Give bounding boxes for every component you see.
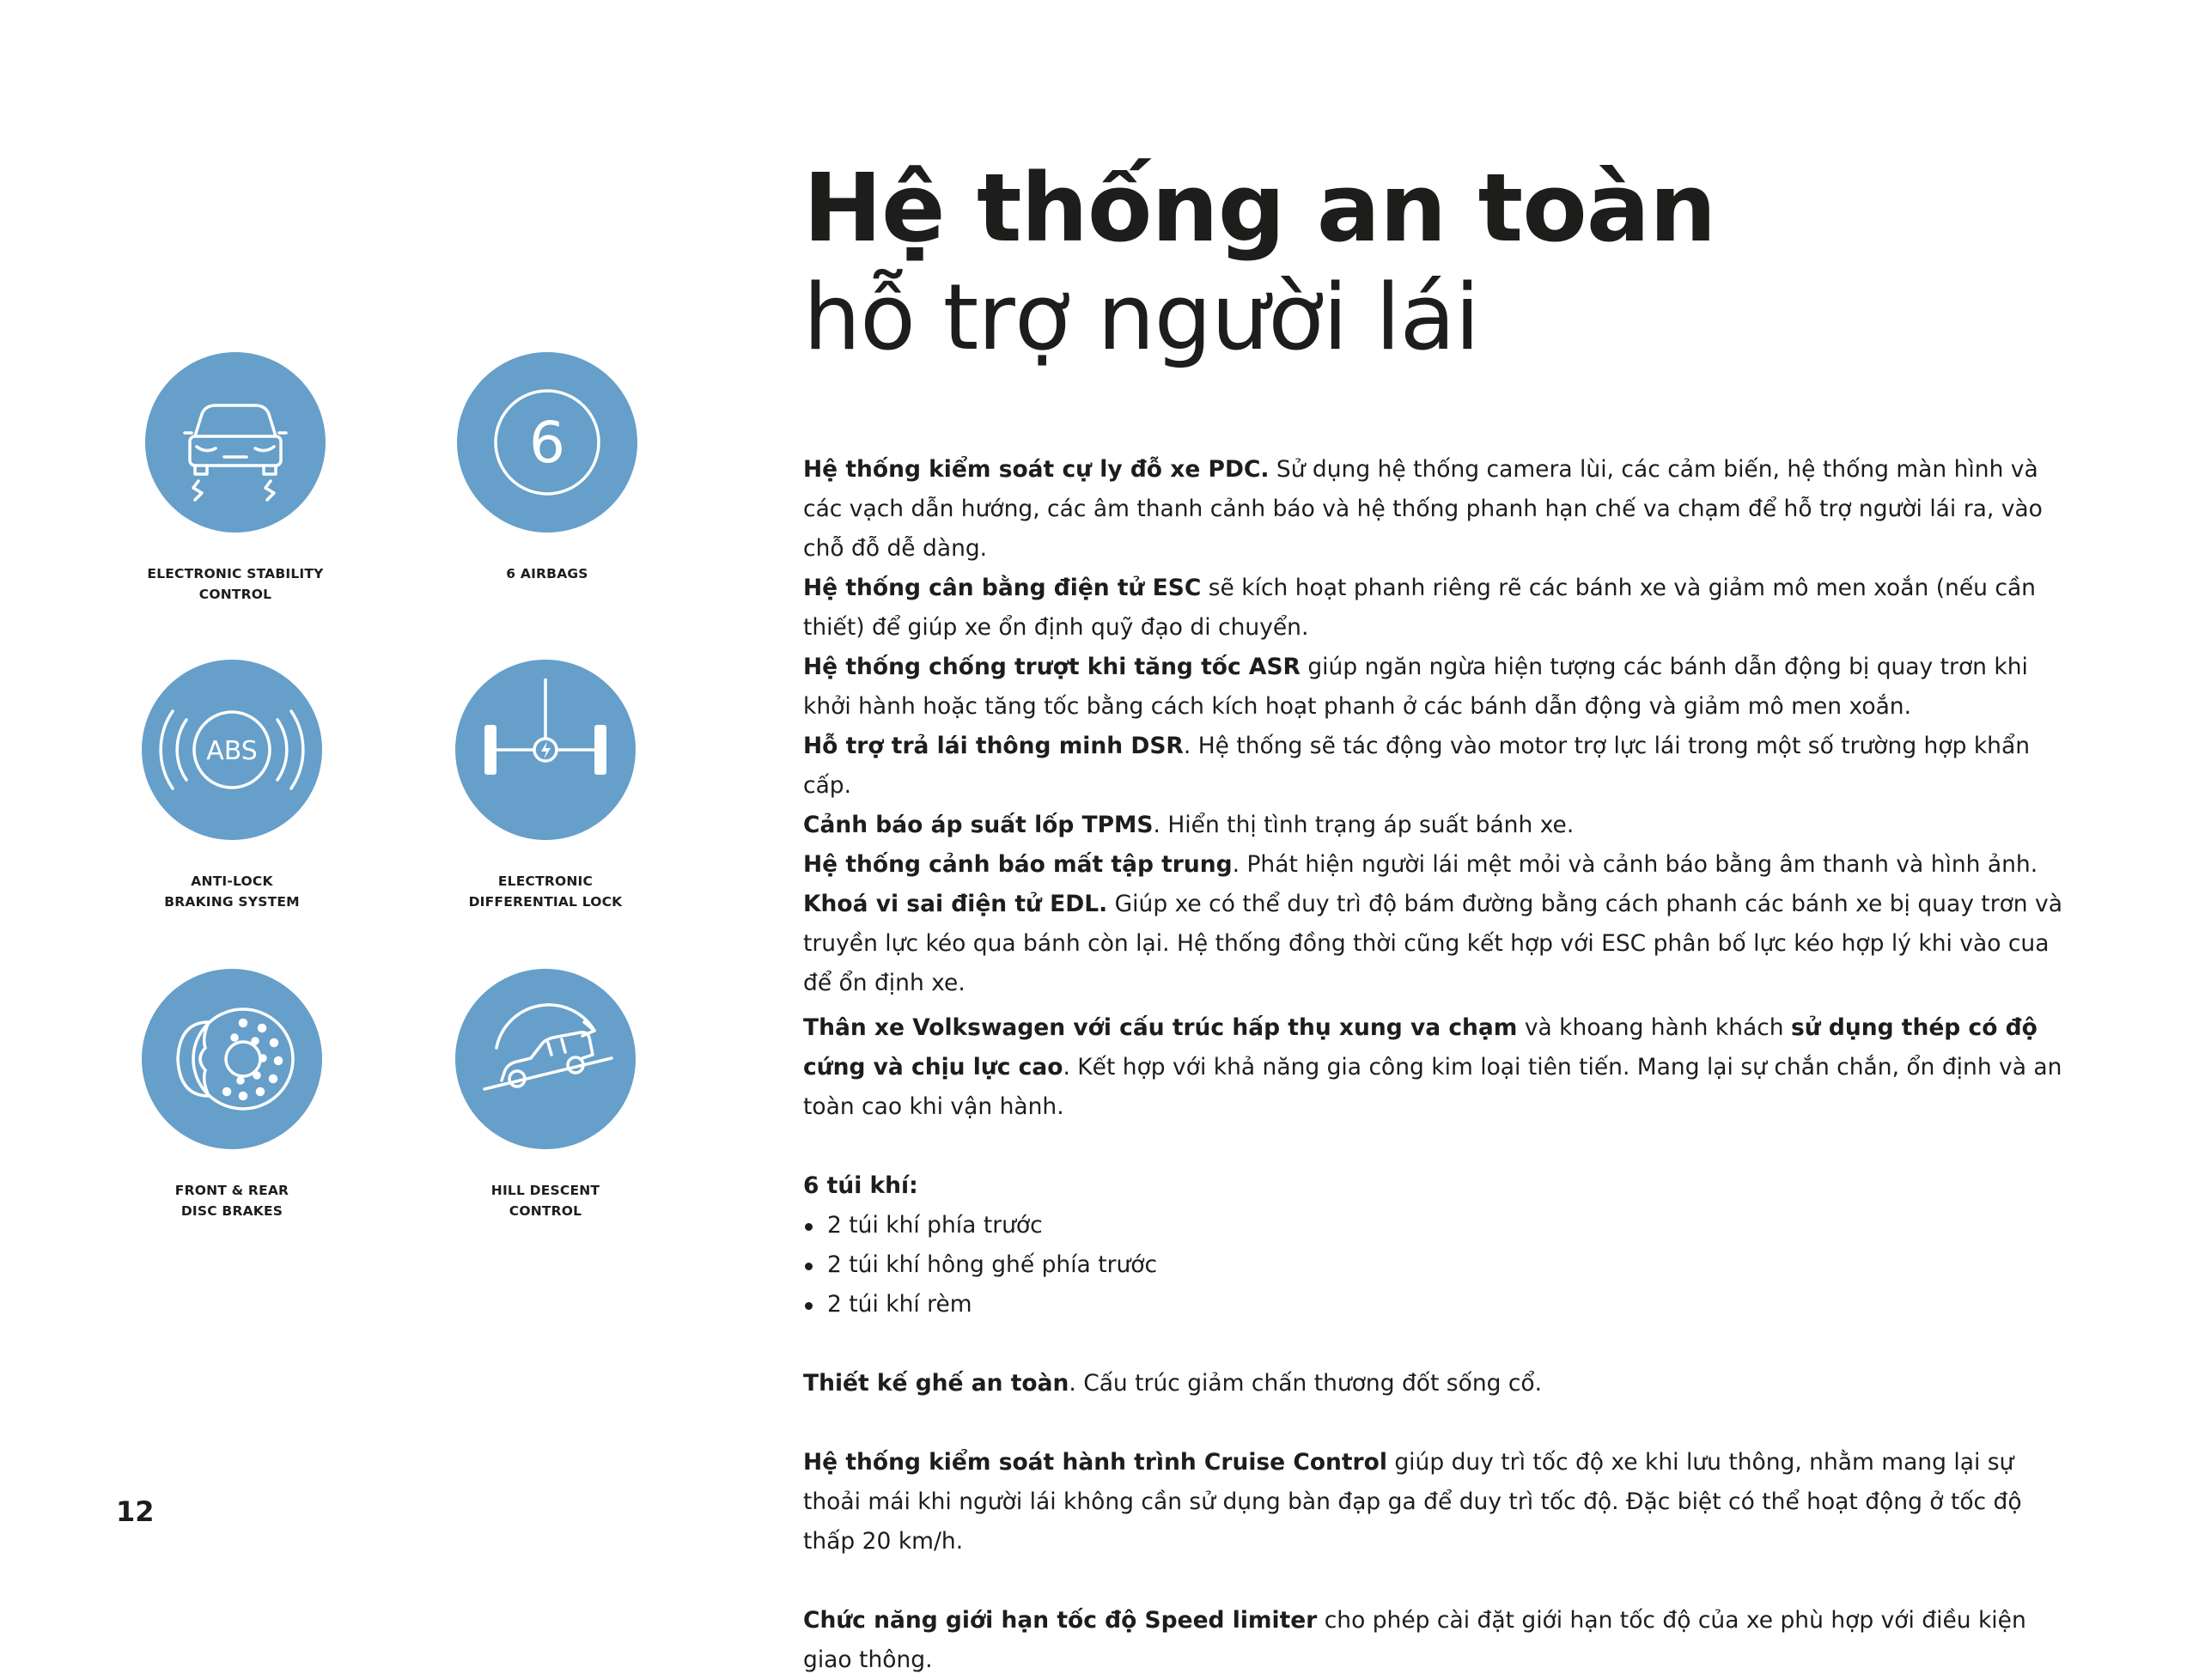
paragraph-pdc [803, 450, 2066, 569]
caption-line: 6 AIRBAGS [506, 566, 588, 581]
paragraph-asr [803, 648, 2066, 727]
body-content [803, 450, 2066, 1680]
hill-descent-control-icon [455, 969, 636, 1149]
caption-line: ELECTRONIC STABILITY [147, 566, 324, 581]
paragraph-text: Giúp xe có thể duy trì độ bám đường bằng cách phanh các bánh xe bị quay trơn và truyền lực kéo qua bánh còn lại. Hệ thống đồng thời cũng kết hợp với ESC phân bố lực kéo hợp lý khi vào cua để ổn định xe. [803, 891, 2062, 996]
page-heading [803, 153, 1715, 373]
feature-caption [391, 871, 700, 912]
page-number: 12 [116, 1495, 155, 1528]
paragraph-bold: Hệ thống kiểm soát hành trình Cruise Control [803, 1449, 1387, 1476]
feature-anti-lock-braking-system [77, 660, 387, 912]
feature-caption [81, 563, 390, 605]
airbags-title [803, 1166, 2066, 1206]
paragraph-limiter [803, 1601, 2066, 1680]
paragraph-edl [803, 885, 2066, 1003]
caption-line: CONTROL [509, 1203, 582, 1219]
feature-caption [391, 1180, 700, 1221]
feature-electronic-differential-lock [391, 660, 700, 912]
paragraph-text: và khoang hành khách [1517, 1014, 1792, 1041]
airbags-icon [457, 352, 637, 533]
list-item: 2 túi khí rèm [803, 1285, 2066, 1324]
feature-caption [77, 1180, 387, 1221]
caption-line: HILL DESCENT [490, 1183, 600, 1198]
feature-6-airbags [393, 352, 702, 584]
paragraph-tpms [803, 806, 2066, 845]
anti-lock-braking-icon [142, 660, 322, 840]
caption-line: DISC BRAKES [180, 1203, 283, 1219]
paragraph-bold: Hỗ trợ trả lái thông minh DSR [803, 733, 1184, 759]
paragraph-bold: Khoá vi sai điện tử EDL. [803, 891, 1108, 917]
electronic-stability-control-icon [145, 352, 326, 533]
paragraph-esc [803, 569, 2066, 648]
caption-line: ANTI-LOCK [191, 873, 273, 889]
paragraph-fatigue [803, 845, 2066, 885]
caption-line: DIFFERENTIAL LOCK [468, 894, 623, 910]
paragraph-bold: 6 túi khí: [803, 1172, 918, 1199]
paragraph-text: giúp ngăn ngừa hiện tượng các bánh dẫn động bị quay trơn khi khởi hành hoặc tăng tốc bằng cách kích hoạt phanh ở các bánh dẫn động và giảm mô men xoắn. [803, 654, 2028, 720]
paragraph-text: giúp duy trì tốc độ xe khi lưu thông, nhằm mang lại sự thoải mái khi người lái không cần sử dụng bàn đạp ga để duy trì tốc độ. Đặc biệt có thể hoạt động ở tốc độ thấp 20 km/h. [803, 1449, 2022, 1555]
paragraph-body [803, 1008, 2066, 1127]
electronic-differential-lock-icon [455, 660, 636, 840]
paragraph-text: Sử dụng hệ thống camera lùi, các cảm biến, hệ thống màn hình và các vạch dẫn hướng, các âm thanh cảnh báo và hệ thống phanh hạn chế va chạm để hỗ trợ người lái ra, vào chỗ đỗ dễ dàng. [803, 456, 2043, 562]
paragraph-text: cho phép cài đặt giới hạn tốc độ của xe phù hợp với điều kiện giao thông. [803, 1607, 2026, 1673]
feature-hill-descent-control [391, 969, 700, 1221]
paragraph-bold: Hệ thống kiểm soát cự ly đỗ xe PDC. [803, 456, 1270, 483]
paragraph-dsr [803, 727, 2066, 806]
paragraph-bold: Cảnh báo áp suất lốp TPMS [803, 812, 1154, 838]
paragraph-cruise [803, 1443, 2066, 1561]
caption-line: BRAKING SYSTEM [164, 894, 300, 910]
disc-brakes-icon [142, 969, 322, 1149]
paragraph-text: . Phát hiện người lái mệt mỏi và cảnh báo bằng âm thanh và hình ảnh. [1232, 851, 2038, 878]
paragraph-text: . Hiển thị tình trạng áp suất bánh xe. [1153, 812, 1575, 838]
paragraph-bold: sử dụng thép có độ cứng và chịu lực cao [803, 1014, 2038, 1080]
airbags-icon-number: 6 [529, 410, 565, 476]
paragraph-bold: Thiết kế ghế an toàn [803, 1370, 1069, 1397]
paragraph-bold: Hệ thống cảnh báo mất tập trung [803, 851, 1233, 878]
paragraph-bold: Hệ thống cân bằng điện tử ESC [803, 575, 1202, 601]
feature-electronic-stability-control [81, 352, 390, 605]
paragraph-text: . Kết hợp với khả năng gia công kim loại tiên tiến. Mang lại sự chắn chắn, ổn định và an toàn cao khi vận hành. [803, 1054, 2062, 1120]
paragraph-seat [803, 1364, 2066, 1403]
paragraph-bold: Thân xe Volkswagen với cấu trúc hấp thụ xung va chạm [803, 1014, 1518, 1041]
heading-line-light: hỗ trợ người lái [803, 265, 1479, 370]
airbags-list [803, 1206, 2066, 1324]
list-item: 2 túi khí hông ghế phía trước [803, 1245, 2066, 1285]
feature-caption [77, 871, 387, 912]
caption-line: ELECTRONIC [497, 873, 594, 889]
paragraph-text: . Hệ thống sẽ tác động vào motor trợ lực lái trong một số trường hợp khẩn cấp. [803, 733, 2030, 799]
heading-line-bold: Hệ thống an toàn [803, 153, 1716, 263]
paragraph-bold: Hệ thống chống trượt khi tăng tốc ASR [803, 654, 1301, 680]
feature-front-rear-disc-brakes [77, 969, 387, 1221]
caption-line: CONTROL [198, 587, 272, 602]
abs-icon-text: ABS [206, 736, 258, 766]
paragraph-bold: Chức năng giới hạn tốc độ Speed limiter [803, 1607, 1318, 1634]
paragraph-text: . Cấu trúc giảm chấn thương đốt sống cổ. [1069, 1370, 1543, 1397]
feature-caption [393, 563, 702, 584]
caption-line: FRONT & REAR [174, 1183, 289, 1198]
paragraph-text: sẽ kích hoạt phanh riêng rẽ các bánh xe và giảm mô men xoắn (nếu cần thiết) để giúp xe ổn định quỹ đạo di chuyển. [803, 575, 2036, 641]
list-item: 2 túi khí phía trước [803, 1206, 2066, 1245]
